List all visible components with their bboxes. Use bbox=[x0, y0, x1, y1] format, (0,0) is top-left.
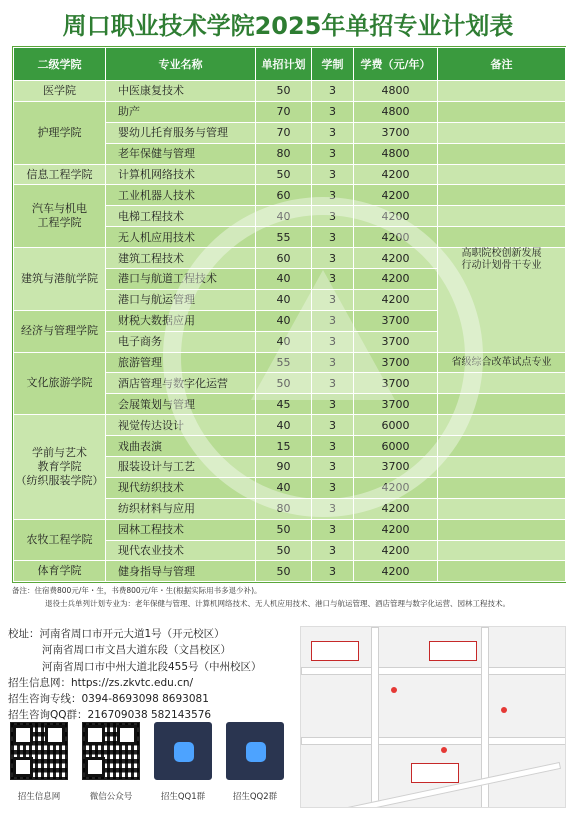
note-cell bbox=[438, 457, 566, 478]
major-name-cell: 婴幼儿托育服务与管理 bbox=[106, 122, 256, 143]
major-name-cell: 无人机应用技术 bbox=[106, 227, 256, 248]
fee-cell: 4200 bbox=[354, 540, 438, 561]
years-cell: 3 bbox=[312, 248, 354, 269]
qr-label-qq1: 招生QQ1群 bbox=[160, 792, 206, 802]
years-cell: 3 bbox=[312, 143, 354, 164]
years-cell: 3 bbox=[312, 227, 354, 248]
campus-map[interactable] bbox=[300, 626, 566, 808]
years-cell: 3 bbox=[312, 164, 354, 185]
table-row bbox=[14, 185, 566, 206]
years-cell: 3 bbox=[312, 101, 354, 122]
major-name-cell: 港口与航运管理 bbox=[106, 289, 256, 310]
map-campus-marker bbox=[429, 641, 477, 661]
years-cell: 3 bbox=[312, 436, 354, 457]
qr-website-icon[interactable] bbox=[10, 722, 68, 780]
qr-wechat-icon[interactable] bbox=[82, 722, 140, 780]
note-cell bbox=[438, 436, 566, 457]
major-name-cell: 酒店管理与数字化运营 bbox=[106, 373, 256, 394]
years-cell: 3 bbox=[312, 81, 354, 102]
table-row bbox=[14, 101, 566, 122]
major-name-cell: 工业机器人技术 bbox=[106, 185, 256, 206]
major-name-cell: 健身指导与管理 bbox=[106, 561, 256, 582]
footnote-line-1: 备注：住宿费800元/年・生，书费800元/年・生(根据实际用书多退少补)。 bbox=[12, 586, 262, 595]
note-cell bbox=[438, 164, 566, 185]
plan-cell: 60 bbox=[256, 185, 312, 206]
major-name-cell: 建筑工程技术 bbox=[106, 248, 256, 269]
map-road bbox=[301, 737, 566, 745]
fee-cell: 3700 bbox=[354, 310, 438, 331]
admission-website[interactable]: 招生信息网：https://zs.zkvtc.edu.cn/ bbox=[8, 676, 194, 689]
major-name-cell: 现代纺织技术 bbox=[106, 477, 256, 498]
fee-cell: 4200 bbox=[354, 477, 438, 498]
major-name-cell: 视觉传达设计 bbox=[106, 415, 256, 436]
major-name-cell: 电子商务 bbox=[106, 331, 256, 352]
note-cell bbox=[438, 498, 566, 519]
major-name-cell: 老年保健与管理 bbox=[106, 143, 256, 164]
map-campus-marker bbox=[411, 763, 459, 783]
years-cell: 3 bbox=[312, 519, 354, 540]
college-cell: 护理学院 bbox=[14, 101, 106, 164]
fee-cell: 4200 bbox=[354, 289, 438, 310]
admission-phone: 招生咨询专线：0394-8693098 8693081 bbox=[8, 693, 209, 706]
plan-cell: 70 bbox=[256, 122, 312, 143]
fee-cell: 4800 bbox=[354, 101, 438, 122]
plan-cell: 50 bbox=[256, 81, 312, 102]
plan-cell: 40 bbox=[256, 477, 312, 498]
qr-qq2-icon[interactable] bbox=[226, 722, 284, 780]
plan-cell: 40 bbox=[256, 206, 312, 227]
fee-cell: 4800 bbox=[354, 81, 438, 102]
note-cell: 省级综合改革试点专业 bbox=[438, 352, 566, 373]
plan-cell: 55 bbox=[256, 227, 312, 248]
table-row bbox=[14, 81, 566, 102]
fee-cell: 4800 bbox=[354, 143, 438, 164]
note-cell bbox=[438, 122, 566, 143]
fee-cell: 4200 bbox=[354, 519, 438, 540]
plan-cell: 70 bbox=[256, 101, 312, 122]
note-cell bbox=[438, 81, 566, 102]
years-cell: 3 bbox=[312, 457, 354, 478]
fee-cell: 4200 bbox=[354, 227, 438, 248]
major-name-cell: 港口与航道工程技术 bbox=[106, 269, 256, 290]
footnote-line-2: 退役士兵单列计划专业为：老年保健与管理、计算机网络技术、无人机应用技术、港口与航运管理、酒店管理与数字化运营、园林工程技术。 bbox=[45, 599, 510, 608]
plan-cell: 50 bbox=[256, 373, 312, 394]
years-cell: 3 bbox=[312, 310, 354, 331]
college-cell: 体育学院 bbox=[14, 561, 106, 582]
plan-cell: 90 bbox=[256, 457, 312, 478]
college-cell: 医学院 bbox=[14, 81, 106, 102]
note-cell bbox=[438, 227, 566, 248]
admission-qq-group: 招生咨询QQ群：216709038 582143576 bbox=[8, 709, 212, 722]
campus-address-1: 校址：河南省周口市开元大道1号（开元校区） bbox=[8, 628, 225, 640]
years-cell: 3 bbox=[312, 373, 354, 394]
note-cell bbox=[438, 206, 566, 227]
college-cell: 信息工程学院 bbox=[14, 164, 106, 185]
header-major: 专业名称 bbox=[106, 48, 256, 81]
plan-cell: 40 bbox=[256, 310, 312, 331]
table-row bbox=[14, 519, 566, 540]
fee-cell: 3700 bbox=[354, 331, 438, 352]
fee-cell: 3700 bbox=[354, 394, 438, 415]
major-name-cell: 服装设计与工艺 bbox=[106, 457, 256, 478]
plan-table bbox=[13, 47, 566, 582]
map-pin-icon bbox=[501, 707, 507, 713]
major-name-cell: 园林工程技术 bbox=[106, 519, 256, 540]
table-row bbox=[14, 248, 566, 269]
years-cell: 3 bbox=[312, 561, 354, 582]
map-road bbox=[371, 627, 379, 808]
years-cell: 3 bbox=[312, 331, 354, 352]
fee-cell: 6000 bbox=[354, 436, 438, 457]
qr-qq1-icon[interactable] bbox=[154, 722, 212, 780]
fee-cell: 4200 bbox=[354, 269, 438, 290]
years-cell: 3 bbox=[312, 394, 354, 415]
header-plan: 单招计划 bbox=[256, 48, 312, 81]
major-name-cell: 旅游管理 bbox=[106, 352, 256, 373]
plan-table-container bbox=[12, 46, 566, 583]
note-cell: 高职院校创新发展 行动计划骨干专业 bbox=[438, 248, 566, 352]
qr-label-website: 招生信息网 bbox=[17, 792, 61, 802]
major-name-cell: 电梯工程技术 bbox=[106, 206, 256, 227]
major-name-cell: 会展策划与管理 bbox=[106, 394, 256, 415]
map-road bbox=[301, 667, 566, 675]
header-years: 学制 bbox=[312, 48, 354, 81]
note-cell bbox=[438, 540, 566, 561]
college-cell: 文化旅游学院 bbox=[14, 352, 106, 415]
college-cell: 经济与管理学院 bbox=[14, 310, 106, 352]
plan-cell: 40 bbox=[256, 269, 312, 290]
years-cell: 3 bbox=[312, 352, 354, 373]
table-header-row bbox=[14, 48, 566, 81]
header-college: 二级学院 bbox=[14, 48, 106, 81]
years-cell: 3 bbox=[312, 415, 354, 436]
header-fee: 学费（元/年） bbox=[354, 48, 438, 81]
major-name-cell: 戏曲表演 bbox=[106, 436, 256, 457]
college-cell: 建筑与港航学院 bbox=[14, 248, 106, 311]
years-cell: 3 bbox=[312, 498, 354, 519]
note-cell bbox=[438, 477, 566, 498]
college-cell: 农牧工程学院 bbox=[14, 519, 106, 561]
major-name-cell: 助产 bbox=[106, 101, 256, 122]
note-cell bbox=[438, 519, 566, 540]
plan-cell: 50 bbox=[256, 519, 312, 540]
note-cell bbox=[438, 561, 566, 582]
qr-label-wechat: 微信公众号 bbox=[89, 792, 133, 802]
fee-cell: 4200 bbox=[354, 248, 438, 269]
plan-cell: 60 bbox=[256, 248, 312, 269]
table-row bbox=[14, 352, 566, 373]
years-cell: 3 bbox=[312, 185, 354, 206]
fee-cell: 6000 bbox=[354, 415, 438, 436]
note-cell bbox=[438, 373, 566, 394]
table-row bbox=[14, 561, 566, 582]
plan-cell: 40 bbox=[256, 289, 312, 310]
fee-cell: 4200 bbox=[354, 185, 438, 206]
plan-cell: 50 bbox=[256, 540, 312, 561]
qr-label-qq2: 招生QQ2群 bbox=[232, 792, 278, 802]
header-note: 备注 bbox=[438, 48, 566, 81]
plan-cell: 15 bbox=[256, 436, 312, 457]
plan-cell: 80 bbox=[256, 143, 312, 164]
campus-address-2: 河南省周口市文昌大道东段（文昌校区） bbox=[42, 644, 231, 657]
map-campus-marker bbox=[311, 641, 359, 661]
plan-cell: 55 bbox=[256, 352, 312, 373]
years-cell: 3 bbox=[312, 122, 354, 143]
fee-cell: 4200 bbox=[354, 498, 438, 519]
plan-cell: 40 bbox=[256, 331, 312, 352]
major-name-cell: 纺织材料与应用 bbox=[106, 498, 256, 519]
page-title: 周口职业技术学院2025年单招专业计划表 bbox=[62, 12, 514, 40]
college-cell: 学前与艺术 教育学院 （纺织服装学院） bbox=[14, 415, 106, 519]
campus-address-3: 河南省周口市中州大道北段455号（中州校区） bbox=[42, 660, 262, 673]
plan-cell: 80 bbox=[256, 498, 312, 519]
years-cell: 3 bbox=[312, 540, 354, 561]
plan-cell: 45 bbox=[256, 394, 312, 415]
college-cell: 汽车与机电 工程学院 bbox=[14, 185, 106, 248]
map-pin-icon bbox=[391, 687, 397, 693]
fee-cell: 3700 bbox=[354, 373, 438, 394]
years-cell: 3 bbox=[312, 477, 354, 498]
years-cell: 3 bbox=[312, 206, 354, 227]
fee-cell: 4200 bbox=[354, 164, 438, 185]
contact-info bbox=[8, 626, 298, 724]
note-cell bbox=[438, 415, 566, 436]
fee-cell: 3700 bbox=[354, 122, 438, 143]
fee-cell: 4200 bbox=[354, 561, 438, 582]
major-name-cell: 中医康复技术 bbox=[106, 81, 256, 102]
fee-cell: 4200 bbox=[354, 206, 438, 227]
years-cell: 3 bbox=[312, 289, 354, 310]
fee-cell: 3700 bbox=[354, 457, 438, 478]
table-row bbox=[14, 164, 566, 185]
major-name-cell: 现代农业技术 bbox=[106, 540, 256, 561]
note-cell bbox=[438, 185, 566, 206]
note-cell bbox=[438, 394, 566, 415]
qr-code-row bbox=[8, 722, 298, 812]
map-pin-icon bbox=[441, 747, 447, 753]
plan-cell: 40 bbox=[256, 415, 312, 436]
major-name-cell: 计算机网络技术 bbox=[106, 164, 256, 185]
note-cell bbox=[438, 143, 566, 164]
major-name-cell: 财税大数据应用 bbox=[106, 310, 256, 331]
plan-cell: 50 bbox=[256, 561, 312, 582]
note-cell bbox=[438, 101, 566, 122]
years-cell: 3 bbox=[312, 269, 354, 290]
fee-cell: 3700 bbox=[354, 352, 438, 373]
table-row bbox=[14, 415, 566, 436]
plan-cell: 50 bbox=[256, 164, 312, 185]
footnote bbox=[12, 584, 572, 610]
